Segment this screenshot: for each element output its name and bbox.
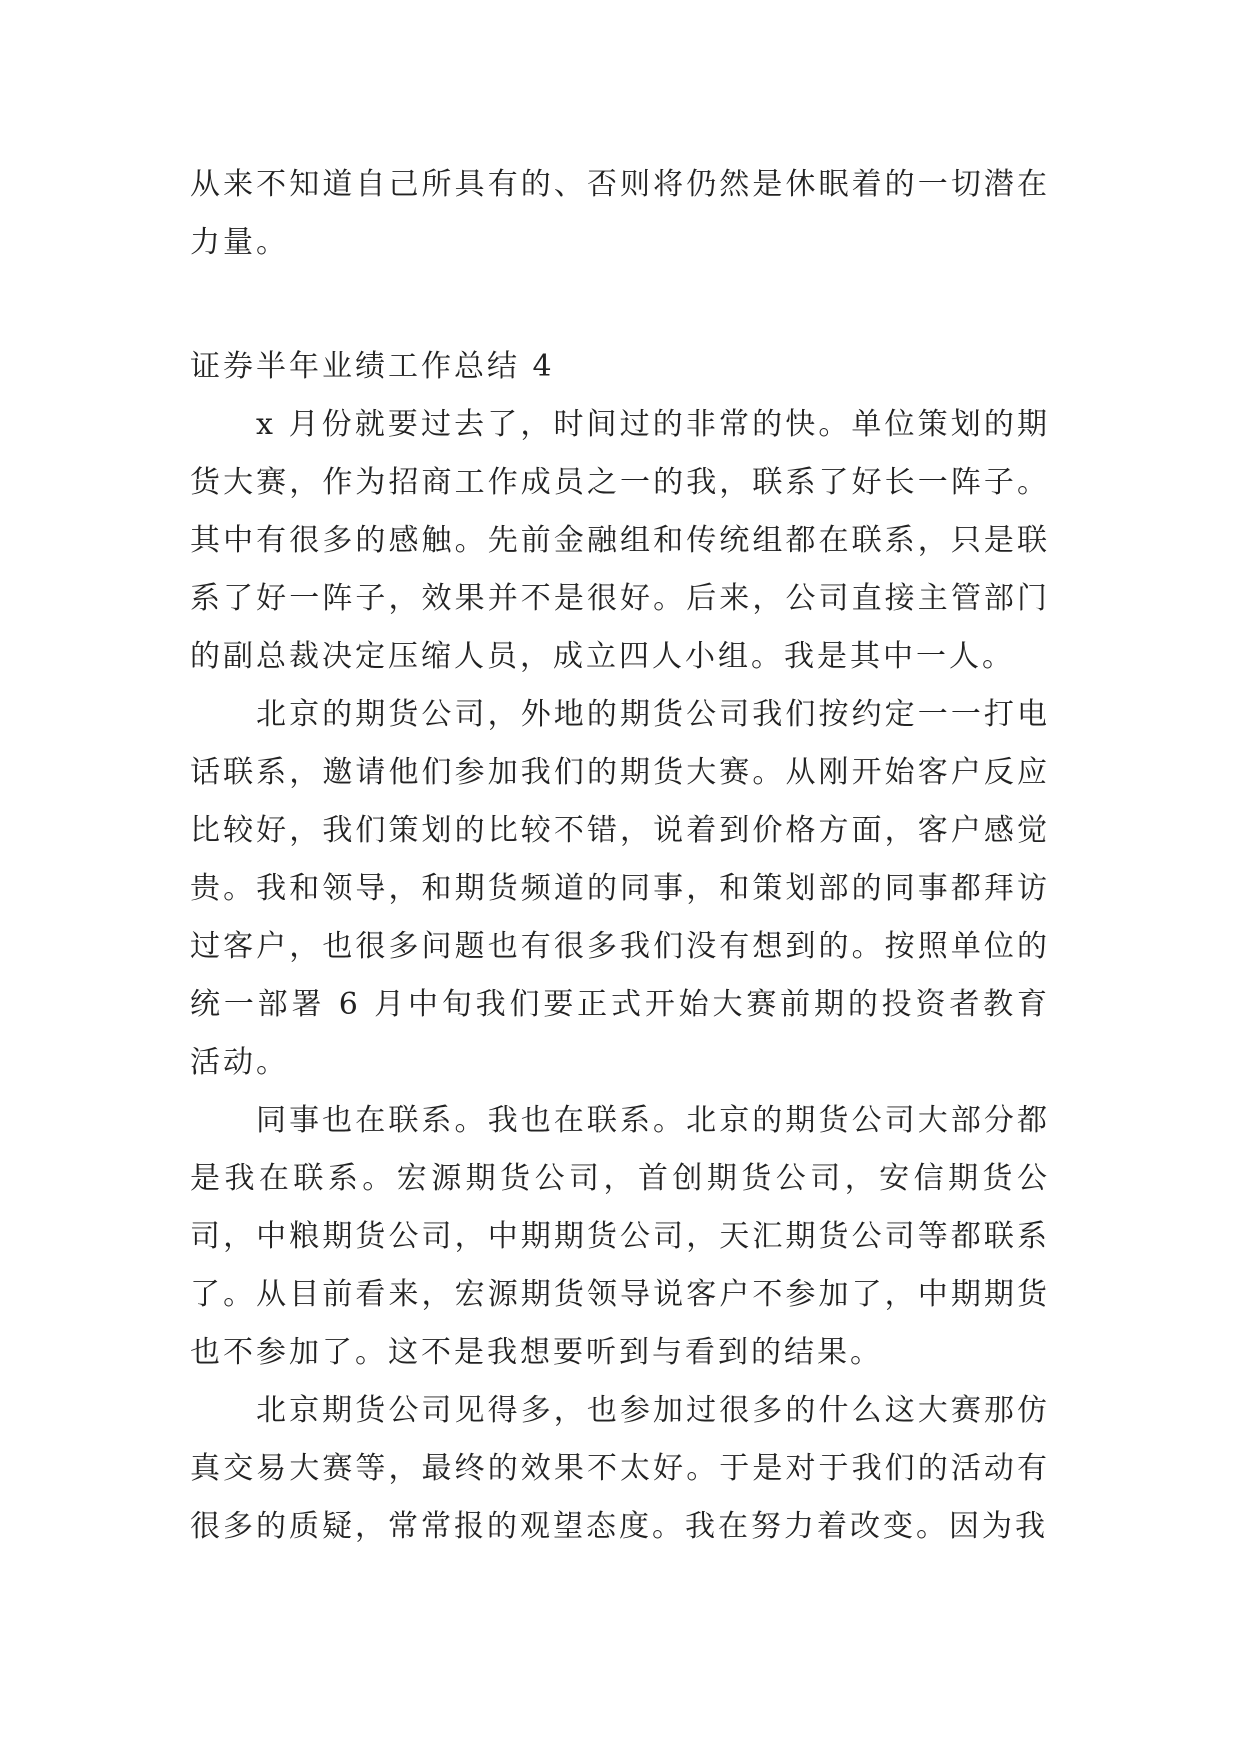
paragraph-2: 北京的期货公司，外地的期货公司我们按约定一一打电话联系，邀请他们参加我们的期货大赛。从刚开始客户反应比较好，我们策划的比较不错，说着到价格方面，客户感觉贵。我和领导，和期货频道的同事，和策划部的同事都拜访过客户，也很多问题也有很多我们没有想到的。按照单位的统一部署 6 月中旬我们要正式开始大赛前期的投资者教育活动。 bbox=[190, 697, 1050, 1080]
section-body bbox=[190, 396, 1050, 1556]
section-heading: 证券半年业绩工作总结 4 bbox=[190, 349, 555, 384]
continuation-text: 从来不知道自己所具有的、否则将仍然是休眠着的一切潜在力量。 bbox=[190, 167, 1050, 260]
continuation-paragraph bbox=[190, 156, 1050, 272]
paragraph-1: x 月份就要过去了，时间过的非常的快。单位策划的期货大赛，作为招商工作成员之一的我，联系了好长一阵子。其中有很多的感触。先前金融组和传统组都在联系，只是联系了好一阵子，效果并不是很好。后来，公司直接主管部门的副总裁决定压缩人员，成立四人小组。我是其中一人。 bbox=[190, 407, 1050, 674]
paragraph-4: 北京期货公司见得多，也参加过很多的什么这大赛那仿真交易大赛等，最终的效果不太好。于是对于我们的活动有很多的质疑，常常报的观望态度。我在努力着改变。因为我 bbox=[190, 1393, 1050, 1544]
paragraph-3: 同事也在联系。我也在联系。北京的期货公司大部分都是我在联系。宏源期货公司，首创期货公司，安信期货公司，中粮期货公司，中期期货公司，天汇期货公司等都联系了。从目前看来，宏源期货领导说客户不参加了，中期期货也不参加了。这不是我想要听到与看到的结果。 bbox=[190, 1103, 1050, 1370]
